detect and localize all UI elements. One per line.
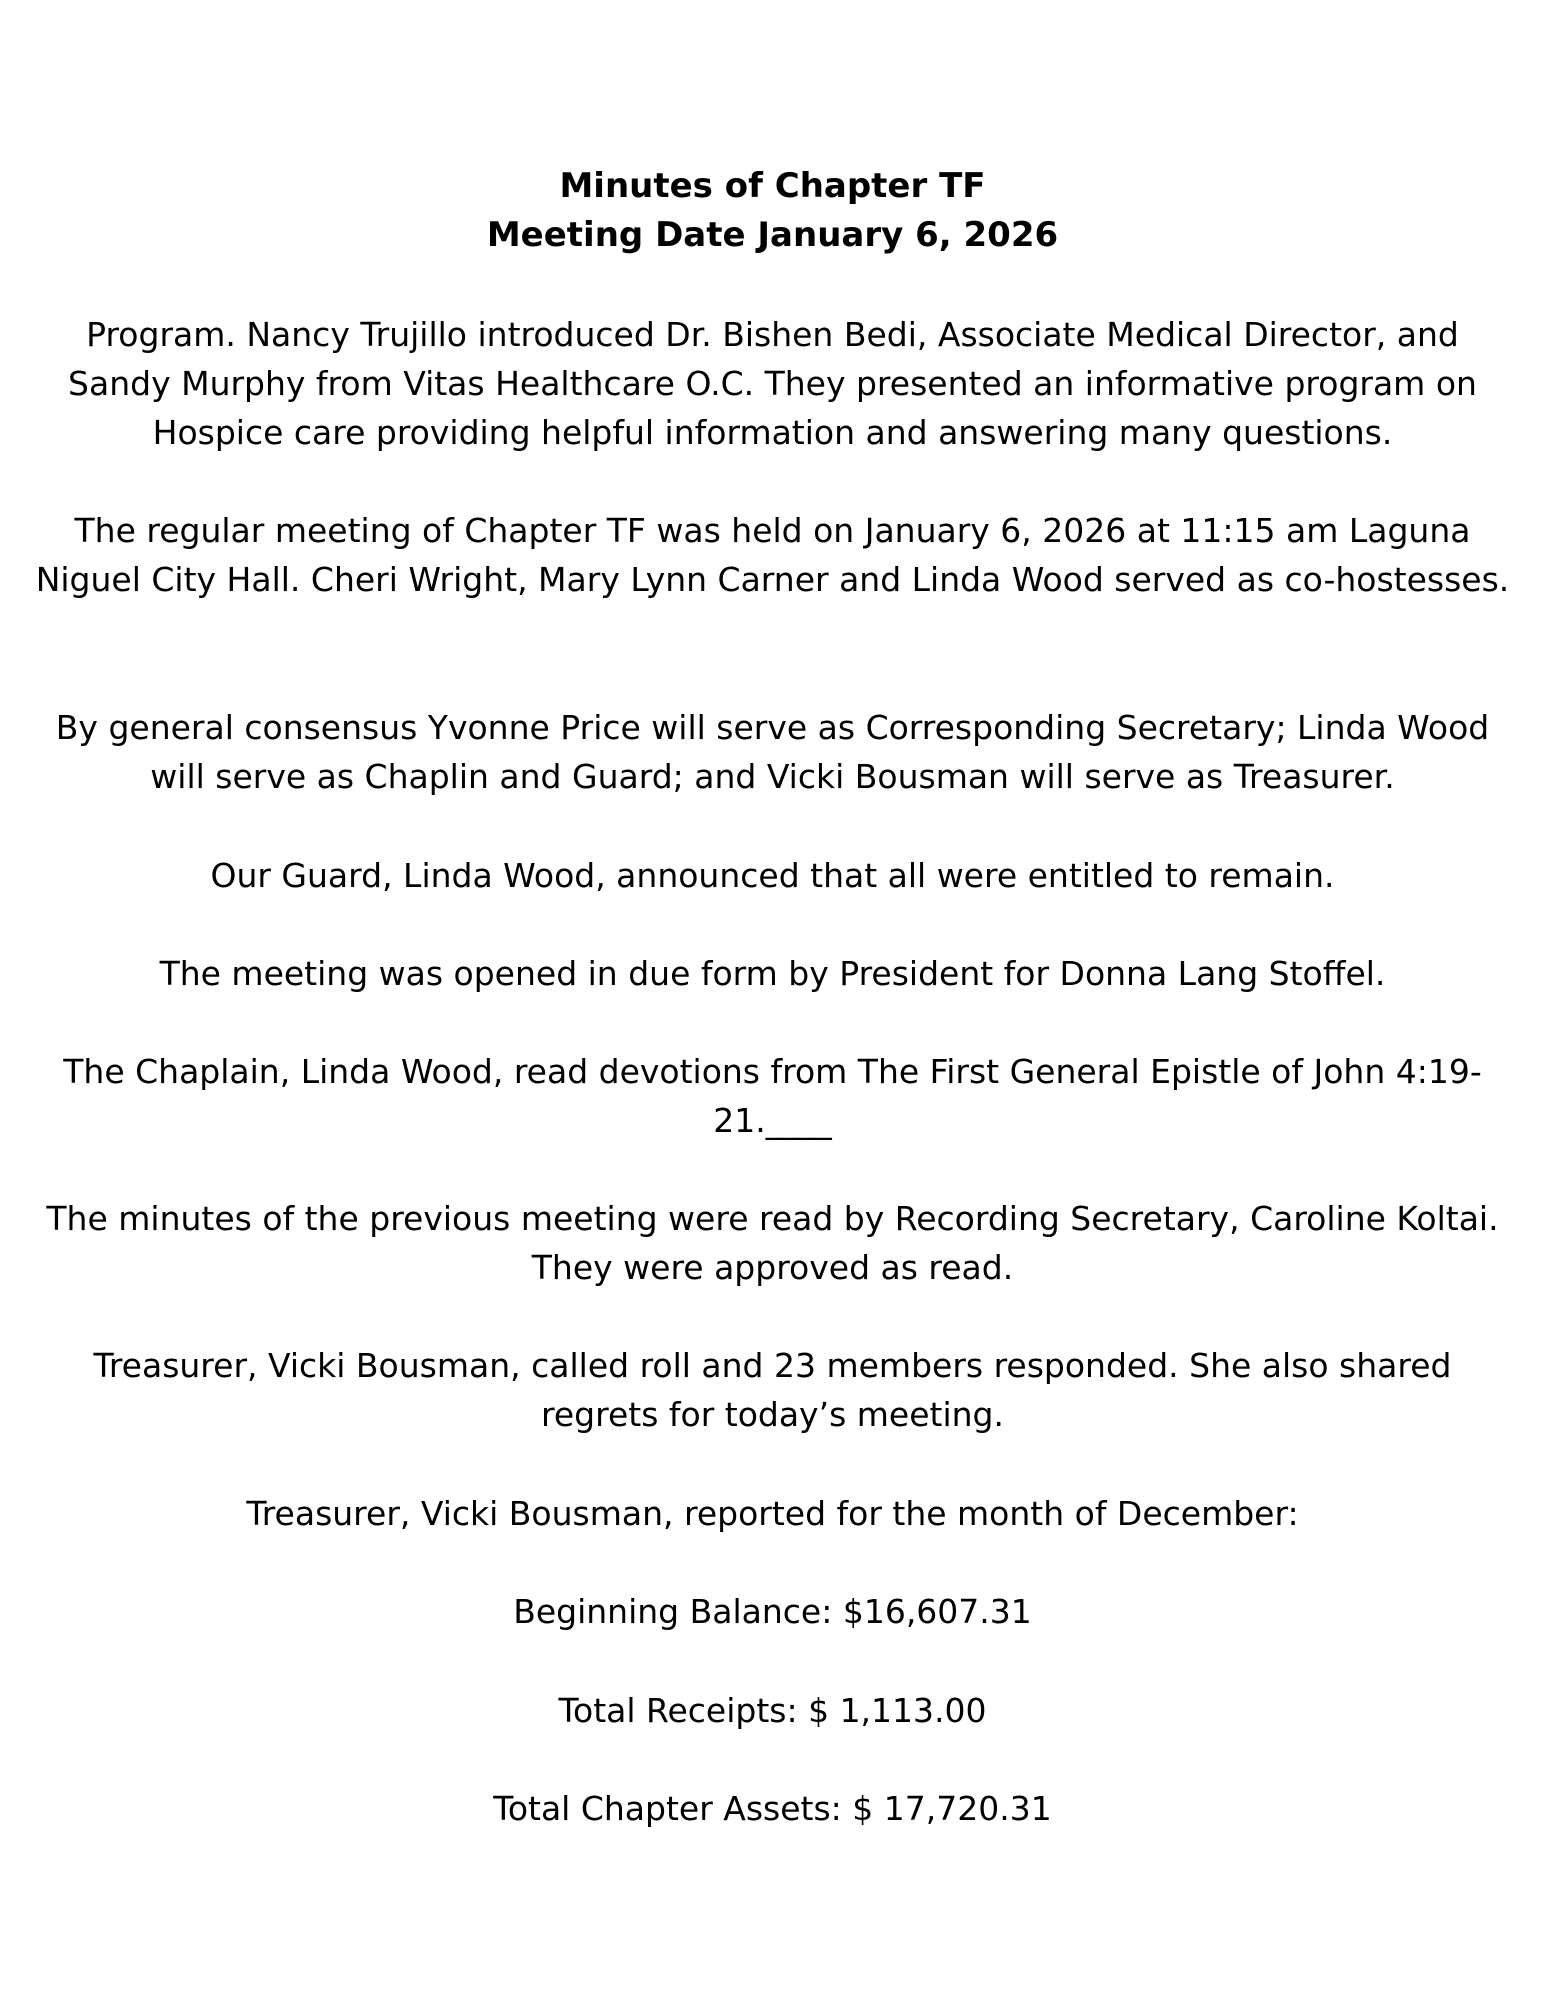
consensus-paragraph: By general consensus Yvonne Price will serve as Corresponding Secretary; Linda Wood will serve as Chaplin and Guard; and Vicki Bousman will serve as Treasurer. — [55, 708, 1490, 796]
roll-call-paragraph: Treasurer, Vicki Bousman, called roll and 23 members responded. She also shared regrets for today’s meeting. — [93, 1346, 1452, 1434]
total-chapter-assets: Total Chapter Assets: $ 17,720.31 — [493, 1789, 1052, 1828]
beginning-balance: Beginning Balance: $16,607.31 — [513, 1592, 1032, 1631]
program-paragraph: Program. Nancy Trujillo introduced Dr. Bishen Bedi, Associate Medical Director, and Sandy Murphy from Vitas Healthcare O.C. They presented an informative program on Hospice care providing helpful information and answering many questions. — [68, 315, 1477, 452]
regular-meeting-paragraph: The regular meeting of Chapter TF was held on January 6, 2026 at 11:15 am Laguna Niguel City Hall. Cheri Wright, Mary Lynn Carner and Linda Wood served as co-hostesses. — [35, 511, 1510, 599]
guard-paragraph: Our Guard, Linda Wood, announced that all were entitled to remain. — [210, 856, 1335, 895]
chaplain-paragraph: The Chaplain, Linda Wood, read devotions from The First General Epistle of John 4:19-21.____ — [63, 1052, 1482, 1140]
treasurer-report-paragraph: Treasurer, Vicki Bousman, reported for the month of December: — [246, 1494, 1299, 1533]
document-title: Minutes of Chapter TF — [559, 166, 986, 206]
opened-paragraph: The meeting was opened in due form by President for Donna Lang Stoffel. — [159, 954, 1386, 993]
minutes-paragraph: The minutes of the previous meeting were read by Recording Secretary, Caroline Koltai. They were approved as read. — [46, 1199, 1499, 1287]
meeting-date: Meeting Date January 6, 2026 — [486, 215, 1059, 255]
total-receipts: Total Receipts: $ 1,113.00 — [558, 1691, 987, 1730]
